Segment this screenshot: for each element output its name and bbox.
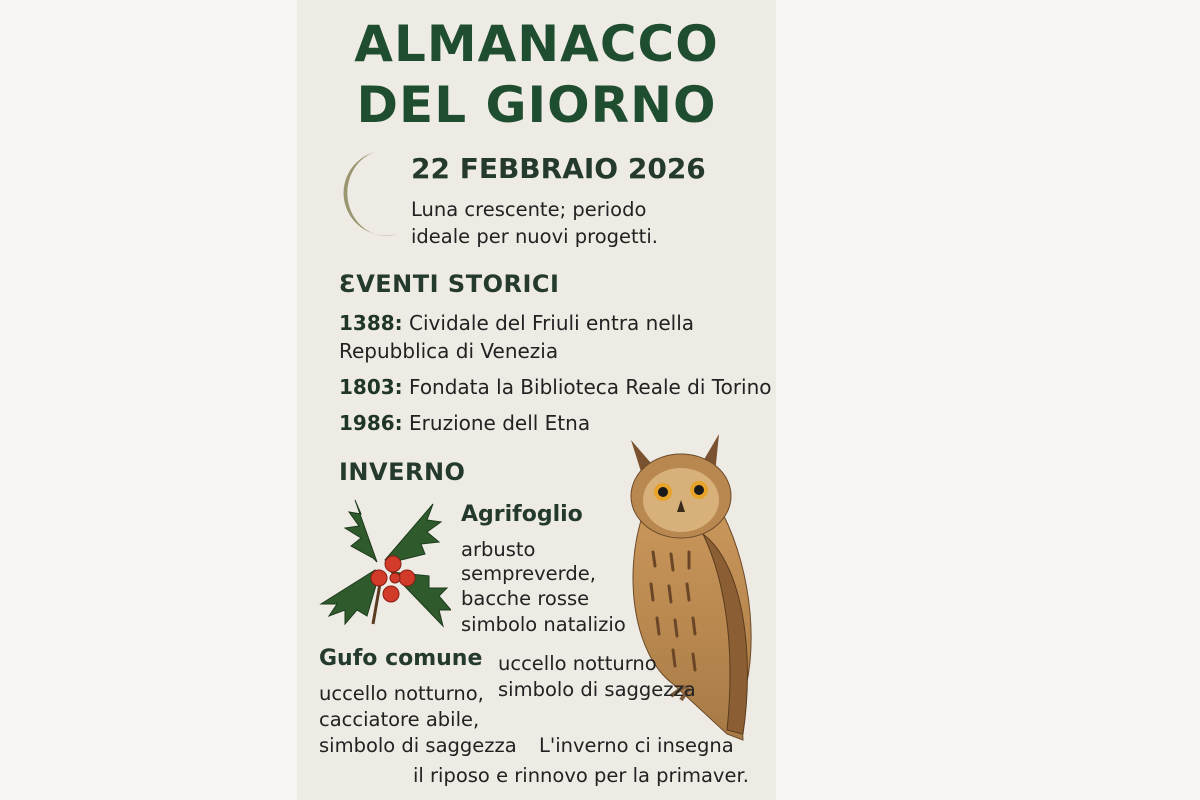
event-item xyxy=(339,408,590,438)
date-label: 22 FEBBRAIO 2026 xyxy=(411,152,706,185)
animal-desc-right-line: uccello notturno xyxy=(498,652,657,675)
event-text: Eruzione dell Etna xyxy=(402,411,591,435)
closing-line-1: L'inverno ci insegna xyxy=(539,734,734,757)
plant-desc-line: sempreverde, xyxy=(461,562,596,585)
event-text: Fondata la Biblioteca Reale di Torino xyxy=(402,375,772,399)
plant-desc-line: arbusto xyxy=(461,538,536,561)
moon-text-line-2: ideale per nuovi progetti. xyxy=(411,225,658,248)
animal-desc-line: uccello notturno, xyxy=(319,682,484,705)
event-text: Cividale del Friuli entra nella xyxy=(402,311,695,335)
moon-text-line-1: Luna crescente; periodo xyxy=(411,198,647,221)
event-item xyxy=(339,372,772,402)
animal-name: Gufo comune xyxy=(319,646,483,671)
event-year: 1803: xyxy=(339,375,403,399)
events-heading: ƐVENTI STORICI xyxy=(339,270,560,298)
title-line-2: DEL GIORNO xyxy=(356,76,717,134)
almanac-card xyxy=(297,0,776,800)
closing-line-2: il riposo e rinnovo per la primaver. xyxy=(413,764,749,787)
plant-desc-line: simbolo natalizio xyxy=(461,613,626,636)
event-year: 1986: xyxy=(339,411,403,435)
animal-desc-line: cacciatore abile, xyxy=(319,708,480,731)
plant-name: Agrifoglio xyxy=(461,502,583,527)
season-heading: INVERNO xyxy=(339,458,466,486)
animal-desc-line: simbolo di saggezza xyxy=(319,734,517,757)
holly-icon xyxy=(315,492,451,632)
animal-desc-right-line: simbolo di saggezza xyxy=(498,678,696,701)
plant-desc-line: bacche rosse xyxy=(461,587,590,610)
event-text-cont: Repubblica di Venezia xyxy=(339,339,559,363)
event-item xyxy=(339,308,694,338)
crescent-moon-icon xyxy=(337,150,399,238)
event-year: 1388: xyxy=(339,311,403,335)
title-line-1: ALMANACCO xyxy=(354,15,719,73)
